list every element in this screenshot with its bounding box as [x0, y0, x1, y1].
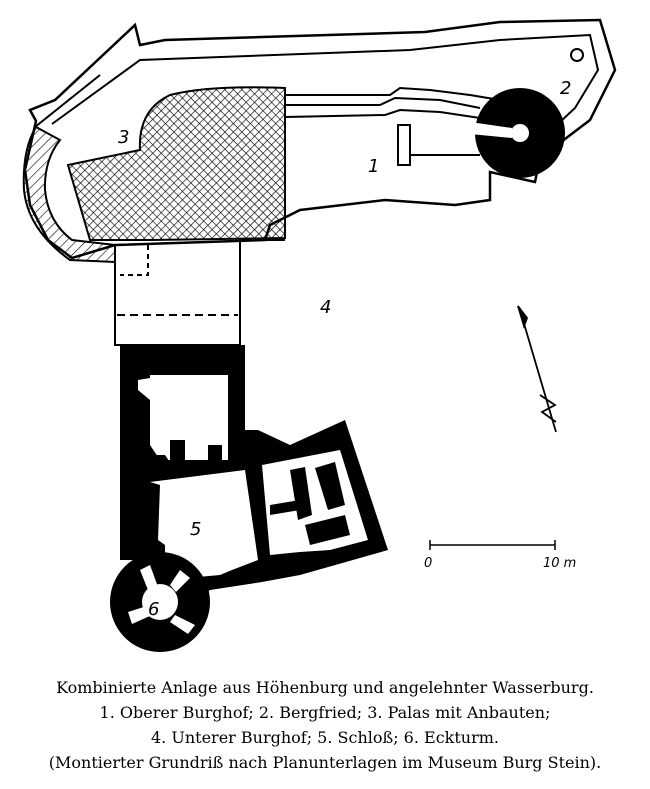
bergfried-tower [470, 88, 565, 178]
scale-start-label: 0 [424, 556, 433, 571]
eckturm-tower [110, 552, 210, 652]
well-circle [571, 49, 583, 61]
courtyard-inner-walls [265, 88, 500, 240]
figure-caption [0, 675, 650, 775]
gate-passage [115, 240, 240, 345]
label-unterer-burghof: 4 [320, 297, 332, 318]
label-oberer-burghof: 1 [368, 156, 380, 177]
palas-crosshatch [68, 87, 285, 240]
caption-line-2: 1. Oberer Burghof; 2. Bergfried; 3. Palas mit Anbauten; [99, 703, 551, 722]
scale-end-label: 10 m [543, 556, 577, 571]
label-bergfried: 2 [560, 78, 572, 99]
north-arrow [518, 306, 556, 432]
label-eckturm: 6 [148, 599, 160, 620]
caption-line-4: (Montierter Grundriß nach Planunterlagen im Museum Burg Stein). [48, 753, 602, 772]
label-schloss: 5 [190, 519, 202, 540]
caption-line-3: 4. Unterer Burghof; 5. Schloß; 6. Eckturm. [151, 728, 499, 747]
label-palas: 3 [118, 127, 130, 148]
caption-line-1: Kombinierte Anlage aus Höhenburg und angelehnter Wasserburg. [56, 678, 594, 697]
scale-bar [430, 540, 555, 550]
